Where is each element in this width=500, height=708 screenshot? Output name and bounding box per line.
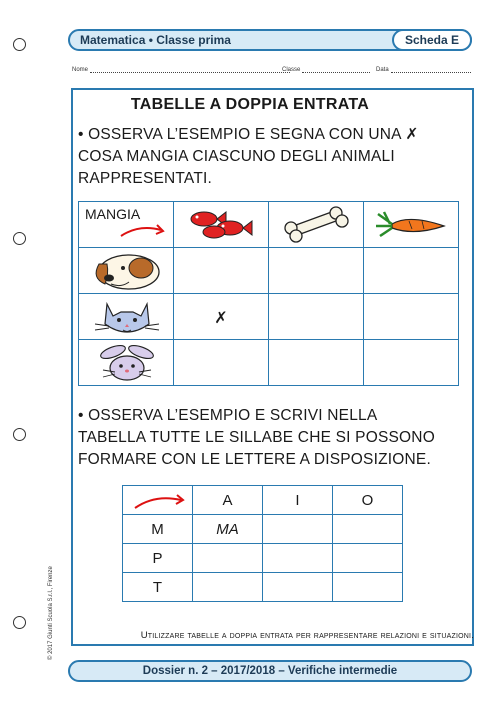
exercise1-line3: RAPPRESENTATI. xyxy=(78,170,212,187)
example-syllable: MA xyxy=(193,515,263,544)
col-header-o: O xyxy=(333,486,403,515)
exercise2-line3: FORMARE CON LE LETTERE A DISPOSIZIONE. xyxy=(78,451,431,468)
binder-hole-4 xyxy=(13,616,26,629)
sheet-tab: Scheda E xyxy=(392,29,472,51)
cat-icon xyxy=(79,294,173,339)
binder-hole-2 xyxy=(13,232,26,245)
rabbit-bone-cell[interactable] xyxy=(269,340,364,386)
exercise2-line1: • OSSERVA L’ESEMPIO E SCRIVI NELLA xyxy=(78,407,378,424)
example-mark: ✗ xyxy=(214,310,228,327)
header-title: Matematica • Classe prima xyxy=(80,33,231,47)
binder-hole-1 xyxy=(13,38,26,51)
exercise2-line2: TABELLA TUTTE LE SILLABE CHE SI POSSONO xyxy=(78,429,435,446)
carrot-cell xyxy=(364,202,459,248)
carrot-icon xyxy=(364,202,458,247)
corner-cell xyxy=(79,202,174,248)
copyright: © 2017 Giunti Scuola S.r.l., Firenze xyxy=(48,566,54,660)
binder-hole-3 xyxy=(13,428,26,441)
row-header-m: M xyxy=(123,515,193,544)
header-bar xyxy=(68,29,472,51)
row-header-p: P xyxy=(123,544,193,573)
col-header-a: A xyxy=(193,486,263,515)
row-header-t: T xyxy=(123,573,193,602)
syllable-ti-cell[interactable] xyxy=(263,573,333,602)
dog-cell xyxy=(79,248,174,294)
dog-fish-cell[interactable] xyxy=(174,248,269,294)
rabbit-fish-cell[interactable] xyxy=(174,340,269,386)
syllable-pa-cell[interactable] xyxy=(193,544,263,573)
syllable-corner-cell xyxy=(123,486,193,515)
rabbit-carrot-cell[interactable] xyxy=(364,340,459,386)
mangia-label: MANGIA xyxy=(85,206,141,222)
date-field: Data xyxy=(376,66,471,73)
arrow-icon xyxy=(79,202,173,247)
cat-cell xyxy=(79,294,174,340)
name-field: Nome xyxy=(72,66,290,73)
fish-cell xyxy=(174,202,269,248)
syllable-mi-cell[interactable] xyxy=(263,515,333,544)
cat-carrot-cell[interactable] xyxy=(364,294,459,340)
exercise2-instructions xyxy=(78,405,435,471)
dog-icon xyxy=(79,248,173,293)
bone-icon xyxy=(269,202,363,247)
exercise1-instructions xyxy=(78,124,419,190)
page-title: TABELLE A DOPPIA ENTRATA xyxy=(130,96,370,113)
syllable-to-cell[interactable] xyxy=(333,573,403,602)
dog-bone-cell[interactable] xyxy=(269,248,364,294)
syllable-mo-cell[interactable] xyxy=(333,515,403,544)
rabbit-cell xyxy=(79,340,174,386)
footer-bar: Dossier n. 2 – 2017/2018 – Verifiche intermedie xyxy=(68,660,472,682)
exercise1-line1: • OSSERVA L’ESEMPIO E SEGNA CON UNA ✗ xyxy=(78,126,419,143)
syllable-po-cell[interactable] xyxy=(333,544,403,573)
syllable-table xyxy=(122,485,403,602)
cat-fish-cell[interactable] xyxy=(174,294,269,340)
col-header-i: I xyxy=(263,486,333,515)
exercise1-line2: COSA MANGIA CIASCUNO DEGLI ANIMALI xyxy=(78,148,395,165)
class-field: Classe xyxy=(282,66,370,73)
dog-carrot-cell[interactable] xyxy=(364,248,459,294)
food-table xyxy=(78,201,459,386)
cat-bone-cell[interactable] xyxy=(269,294,364,340)
rabbit-icon xyxy=(79,340,173,385)
syllable-ta-cell[interactable] xyxy=(193,573,263,602)
objective-note: Utilizzare tabelle a doppia entrata per rappresentare relazioni e situazioni. xyxy=(140,630,474,641)
fish-icon xyxy=(174,202,268,247)
bone-cell xyxy=(269,202,364,248)
syllable-pi-cell[interactable] xyxy=(263,544,333,573)
arrow-icon xyxy=(123,486,192,514)
